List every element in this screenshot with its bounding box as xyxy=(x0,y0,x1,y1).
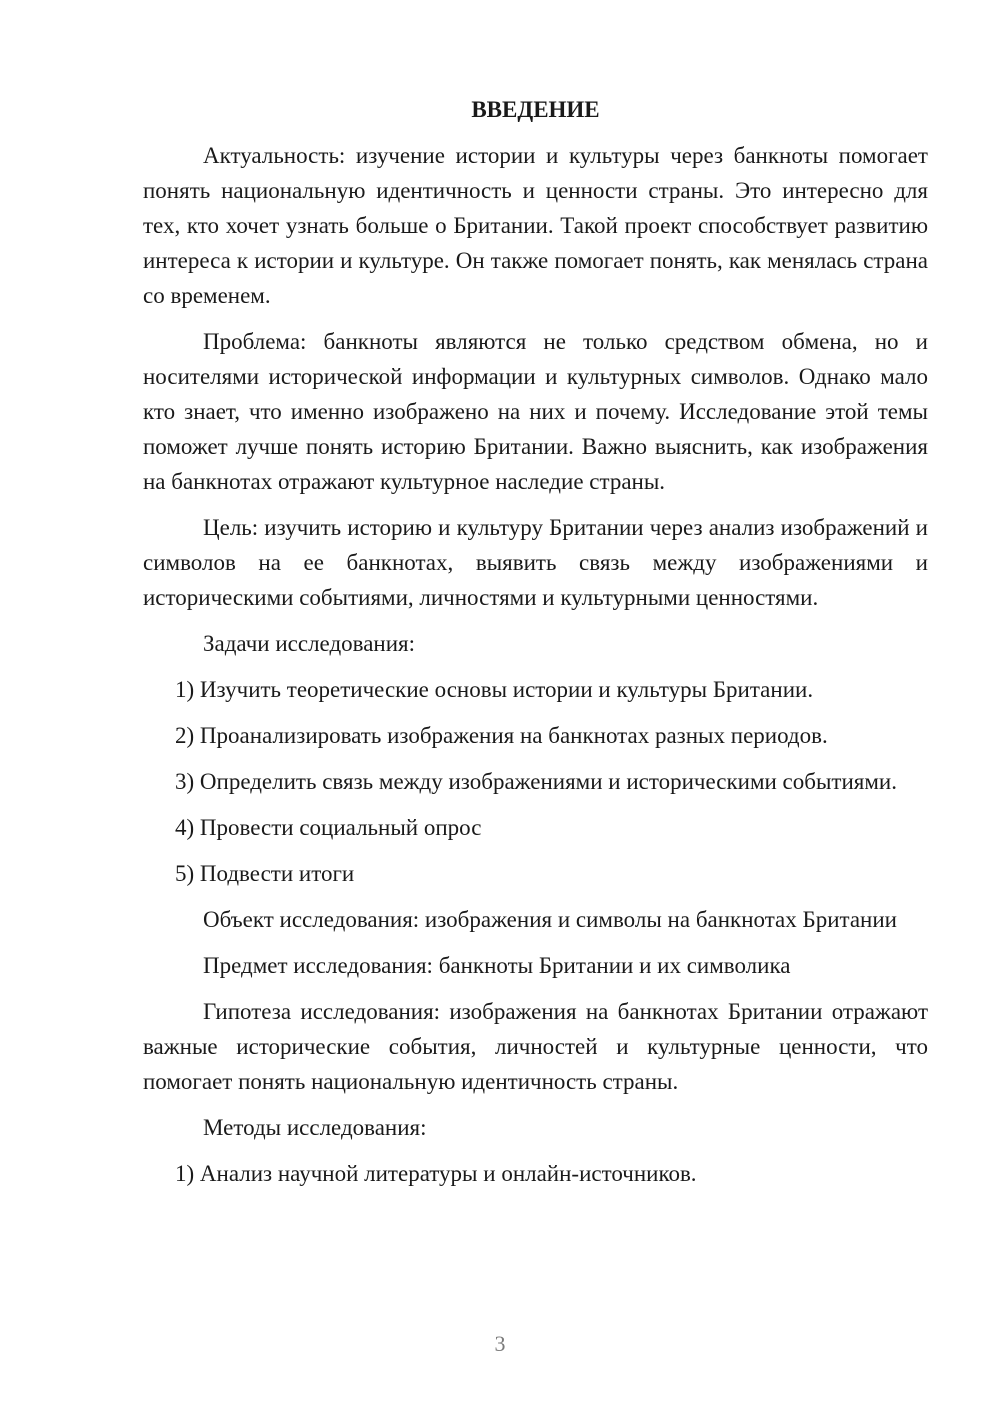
task-item-4: 4) Провести социальный опрос xyxy=(175,815,482,840)
task-item-3: 3) Определить связь между изображениями и историческими событиями. xyxy=(175,769,897,794)
task-item-2: 2) Проанализировать изображения на банкнотах разных периодов. xyxy=(175,723,828,748)
methods-heading: Методы исследования: xyxy=(203,1115,427,1140)
page-number: 3 xyxy=(494,1331,506,1356)
paragraph-goal: Цель: изучить историю и культуру Британии через анализ изображений и символов на ее банкнотах, выявить связь между изображениями и историческими событиями, личностями и культурными ценностями. xyxy=(143,515,928,610)
paragraph-relevance: Актуальность: изучение истории и культуры через банкноты помогает понять национальную идентичность и ценности страны. Это интересно для тех, кто хочет узнать больше о Британии. Такой проект способствует развитию интереса к истории и культуре. Он также помогает понять, как менялась страна со временем. xyxy=(143,143,928,308)
task-item-1: 1) Изучить теоретические основы истории и культуры Британии. xyxy=(175,677,814,702)
method-item-1: 1) Анализ научной литературы и онлайн-источников. xyxy=(175,1161,697,1186)
paragraph-subject: Предмет исследования: банкноты Британии и их символика xyxy=(203,953,791,978)
paragraph-problem: Проблема: банкноты являются не только средством обмена, но и носителями исторической информации и культурных символов. Однако мало кто знает, что именно изображено на них и почему. Исследование этой темы поможет лучше понять историю Британии. Важно выяснить, как изображения на банкнотах отражают культурное наследие страны. xyxy=(143,329,928,494)
task-item-5: 5) Подвести итоги xyxy=(175,861,355,886)
tasks-heading: Задачи исследования: xyxy=(203,631,416,656)
section-title: ВВЕДЕНИЕ xyxy=(471,97,600,122)
document-page xyxy=(143,92,928,1202)
paragraph-hypothesis: Гипотеза исследования: изображения на банкнотах Британии отражают важные исторические события, личностей и культурные ценности, что помогает понять национальную идентичность страны. xyxy=(143,999,928,1094)
paragraph-object: Объект исследования: изображения и символы на банкнотах Британии xyxy=(203,907,897,932)
